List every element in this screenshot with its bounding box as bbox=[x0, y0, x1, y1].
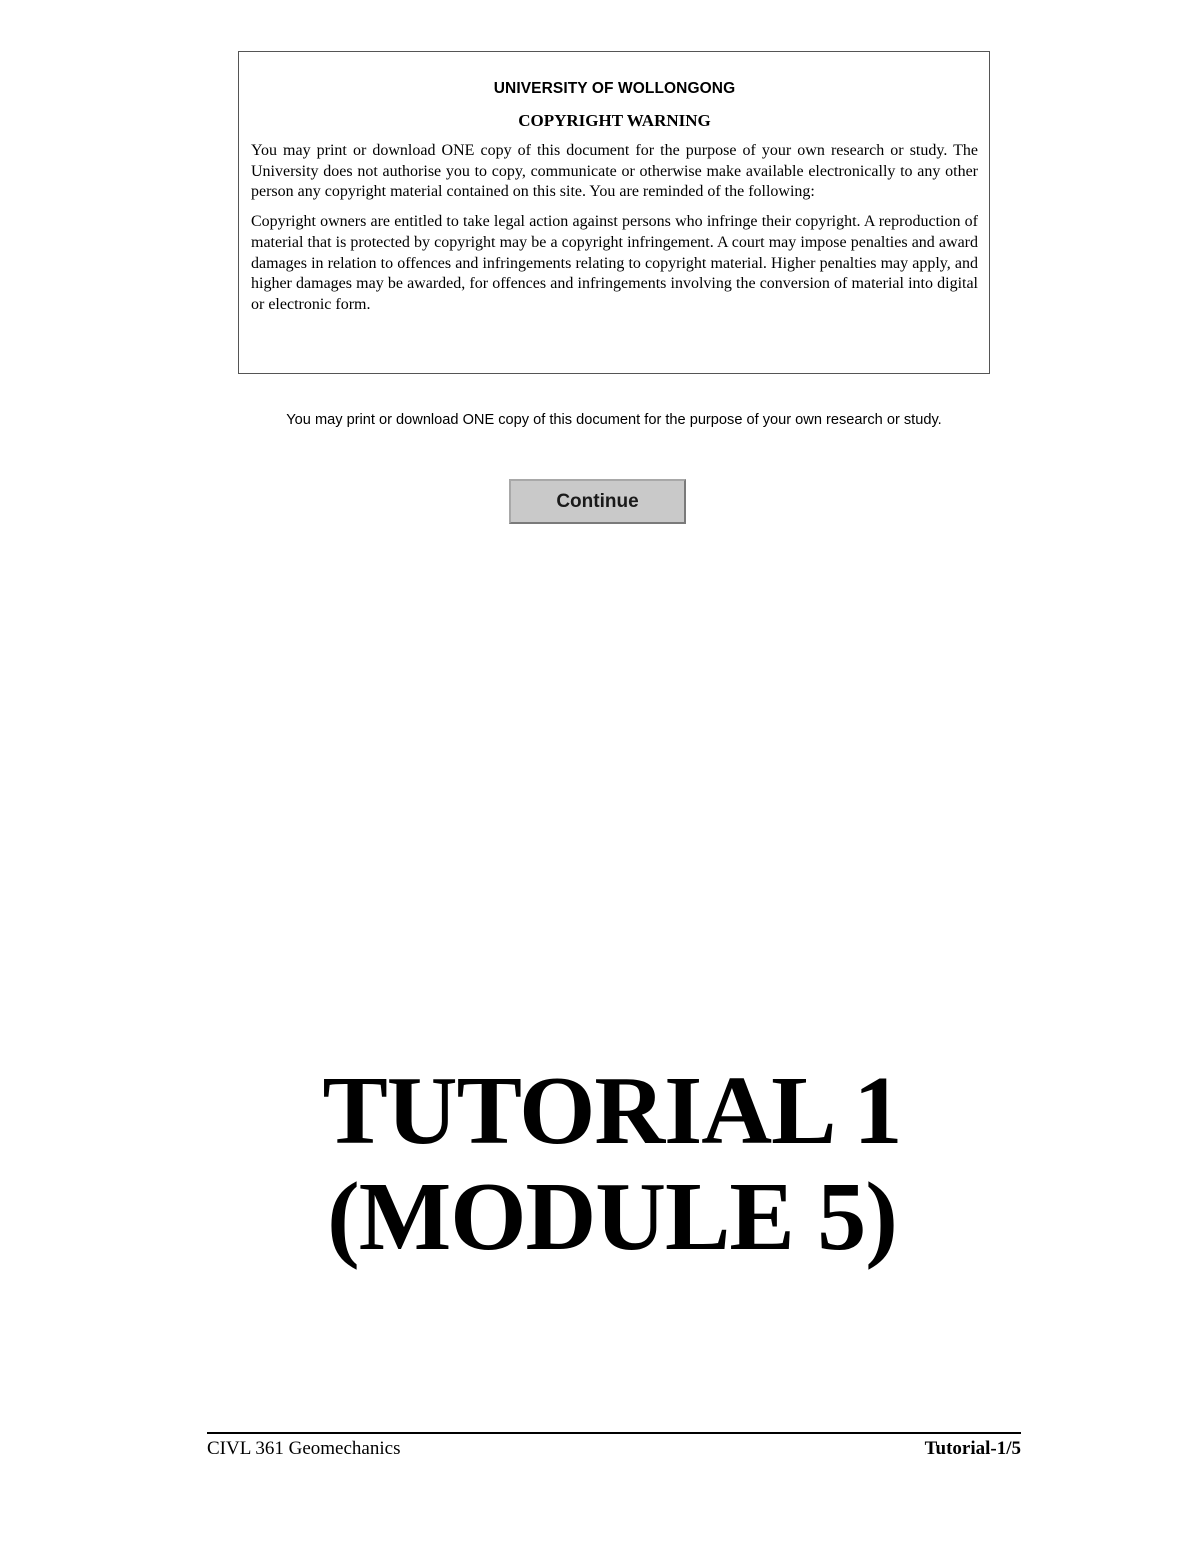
footer-divider bbox=[207, 1432, 1021, 1434]
continue-button[interactable]: Continue bbox=[509, 479, 686, 524]
university-name: UNIVERSITY OF WOLLONGONG bbox=[493, 80, 736, 97]
footer-course-name: CIVL 361 Geomechanics bbox=[207, 1438, 401, 1459]
document-title-line-1: TUTORIAL 1 bbox=[322, 1057, 902, 1165]
copyright-paragraph-2: Copyright owners are entitled to take legal action against persons who infringe their copyright. A reproduction of material that is protected by copyright may be a copyright infringement. A court may impose penalties and award damages in relation to offences and infringements relating to copyright material. Higher penalties may apply, and higher damages may be awarded, for offences and infringements involving the conversion of material into digital or electronic form. bbox=[251, 213, 978, 313]
print-notice-text: You may print or download ONE copy of this document for the purpose of your own research or study. bbox=[286, 412, 942, 428]
copyright-warning-box bbox=[238, 51, 990, 374]
copyright-warning-heading: COPYRIGHT WARNING bbox=[518, 111, 711, 130]
footer-page-number: Tutorial-1/5 bbox=[924, 1438, 1021, 1459]
copyright-paragraph-1: You may print or download ONE copy of this document for the purpose of your own research or study. The University does not authorise you to copy, communicate or otherwise make available electronically to any other person any copyright material contained on this site. You are reminded of the following: bbox=[251, 142, 978, 201]
document-title-line-2: (MODULE 5) bbox=[327, 1163, 897, 1271]
